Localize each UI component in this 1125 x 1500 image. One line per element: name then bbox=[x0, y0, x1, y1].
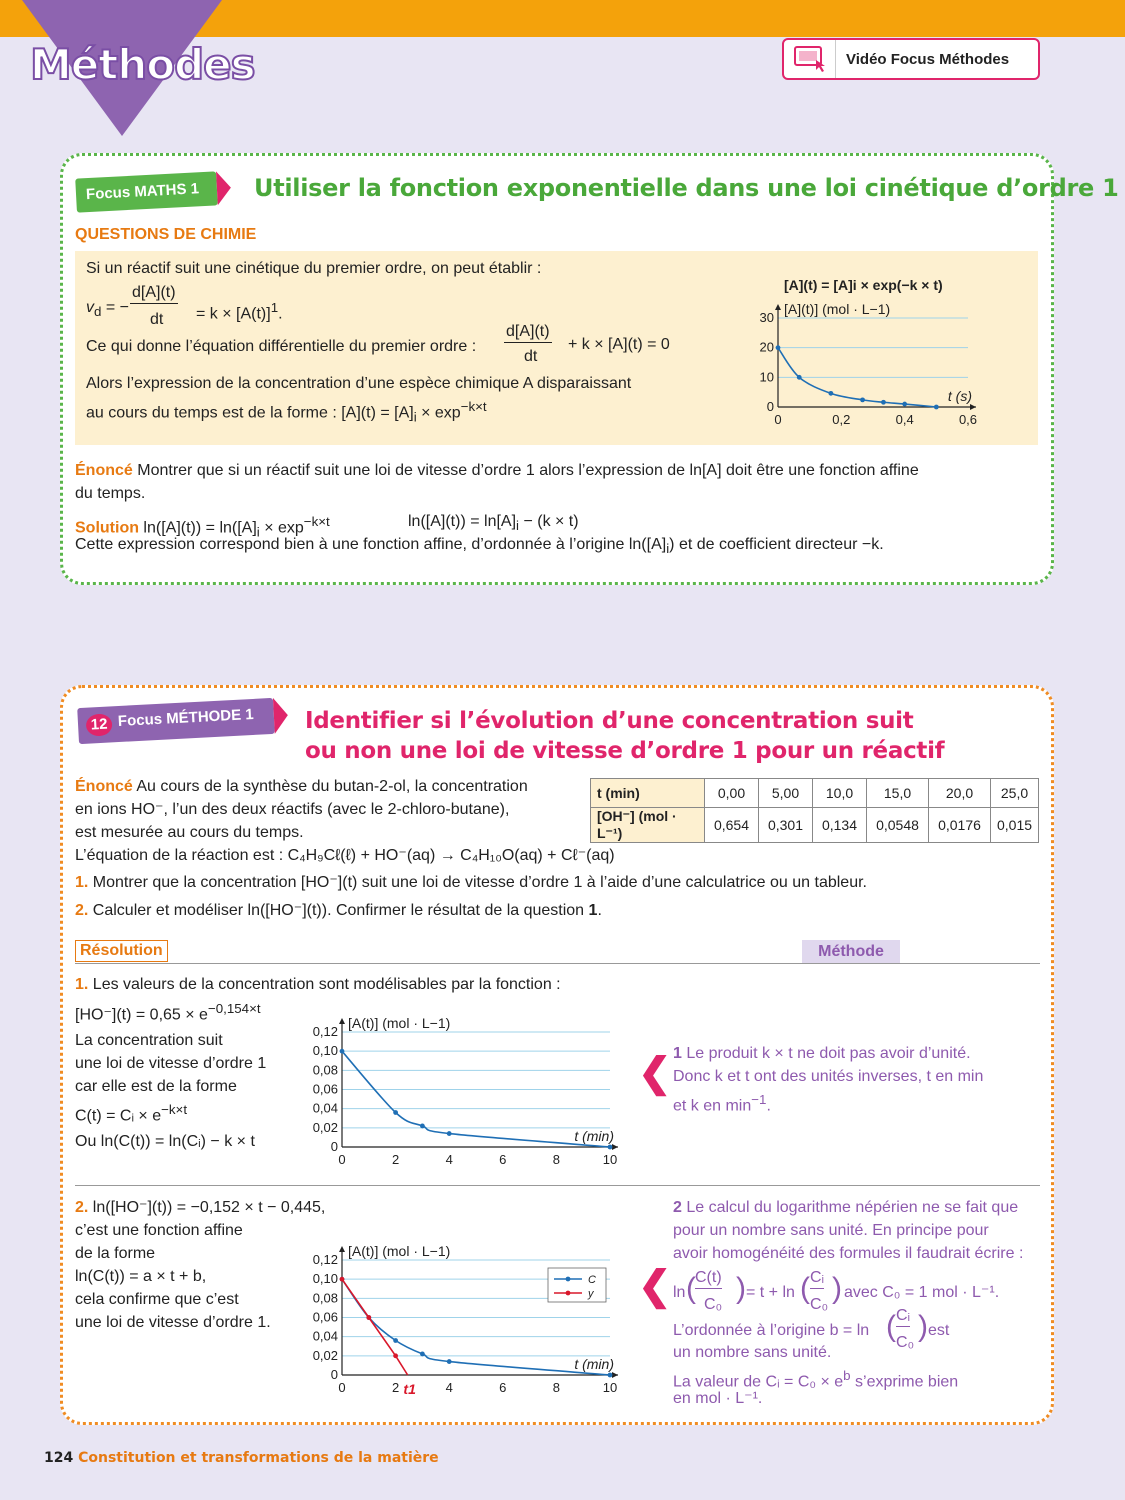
legend-label: C bbox=[588, 1274, 596, 1286]
x-tick-label: 10 bbox=[602, 1152, 618, 1167]
chart-title: [A](t) = [A]i × exp(−k × t) bbox=[784, 277, 943, 293]
table-cell: 20,0 bbox=[929, 779, 991, 808]
resolution-2-text: cela confirme que c’est bbox=[75, 1291, 239, 1308]
data-point bbox=[902, 402, 907, 407]
x-axis-arrow bbox=[970, 404, 976, 410]
method-formula: avec C₀ = 1 mol · L⁻¹. bbox=[844, 1284, 1000, 1301]
enonce-text: du temps. bbox=[75, 485, 146, 502]
y-tick-label: 0 bbox=[766, 399, 774, 414]
resolution-heading: Résolution bbox=[75, 940, 168, 962]
method-note-2: en mol · L⁻¹. bbox=[673, 1390, 763, 1407]
enonce-text: est mesurée au cours du temps. bbox=[75, 824, 304, 841]
data-point bbox=[776, 345, 781, 350]
method-note-2: avoir homogénéité des formules il faudrait écrire : bbox=[673, 1245, 1024, 1262]
divider bbox=[75, 963, 1040, 964]
questions-chimie-heading: QUESTIONS DE CHIMIE bbox=[75, 226, 257, 243]
fraction-num: Cᵢ bbox=[896, 1306, 910, 1327]
enonce-text: Énoncé Montrer que si un réactif suit une loi de vitesse d’ordre 1 alors l’expression de ln[A] doit être une fonction affine bbox=[75, 462, 919, 479]
fraction-den: dt bbox=[524, 348, 538, 365]
paren-left: ( bbox=[686, 1272, 696, 1305]
x-axis-label: t (s) bbox=[947, 388, 972, 404]
x-axis-arrow bbox=[612, 1144, 618, 1150]
solution-text: Cette expression correspond bien à une fonction affine, d’ordonnée à l’origine $\ln([A]_i)$ et de coefficient directeur −k. bbox=[75, 536, 884, 557]
data-point bbox=[934, 405, 939, 410]
concentration-chart bbox=[295, 1010, 640, 1175]
data-point bbox=[420, 1124, 425, 1129]
focus-methode-title: Identifier si l’évolution d’une concentration suit ou non une loi de vitesse d’ordre 1 pour un réactif bbox=[305, 708, 945, 764]
reaction-equation: L’équation de la réaction est : C₄H₉Cℓ(ℓ) + HO⁻(aq) → C₄H₁₀O(aq) + Cℓ⁻(aq) bbox=[75, 847, 615, 864]
data-point bbox=[797, 375, 802, 380]
method-note-1: Donc k et t ont des unités inverses, t en min bbox=[673, 1068, 984, 1085]
x-tick-label: 0,4 bbox=[895, 412, 914, 427]
legend-box bbox=[548, 1268, 606, 1302]
y-axis-arrow bbox=[775, 304, 781, 310]
text-line: Ce qui donne l’équation différentielle du premier ordre : bbox=[86, 338, 477, 355]
footer bbox=[44, 1450, 439, 1466]
chevron-left-icon: ❮ bbox=[638, 1051, 672, 1095]
method-note-2: L’ordonnée à l’origine b = ln bbox=[673, 1322, 870, 1339]
y-tick-label: 0,10 bbox=[312, 1271, 338, 1287]
resolution-2-text: de la forme bbox=[75, 1245, 156, 1262]
data-point bbox=[366, 1315, 371, 1320]
y-tick-label: 0,08 bbox=[312, 1062, 338, 1078]
focus-methode-tag: 12 Focus MÉTHODE 1 bbox=[77, 698, 274, 744]
resolution-2-text: 2. ln([HO⁻](t)) = −0,152 × t − 0,445, bbox=[75, 1199, 326, 1216]
x-tick-label: 4 bbox=[445, 1152, 453, 1167]
tangent-intercept-label: t1 bbox=[403, 1381, 416, 1397]
data-point bbox=[393, 1110, 398, 1115]
legend-marker bbox=[566, 1277, 571, 1282]
data-point bbox=[608, 1145, 613, 1150]
x-tick-label: 8 bbox=[552, 1152, 561, 1167]
resolution-2-text: ln(C(t)) = a × t + b, bbox=[75, 1268, 207, 1285]
x-tick-label: 0,2 bbox=[832, 412, 851, 427]
table-cell: 0,134 bbox=[813, 808, 867, 843]
page-title: Méthodes bbox=[30, 40, 255, 89]
data-point bbox=[447, 1359, 452, 1364]
divider bbox=[75, 1185, 1040, 1186]
resolution-1-text: La concentration suit bbox=[75, 1032, 223, 1049]
data-point bbox=[447, 1131, 452, 1136]
x-tick-label: 0 bbox=[338, 1380, 346, 1395]
fraction-num: d[A](t) bbox=[504, 322, 552, 343]
video-focus-button[interactable] bbox=[782, 38, 1040, 80]
paren-left: ( bbox=[886, 1310, 896, 1343]
fraction-num: C(t) bbox=[695, 1268, 722, 1289]
x-tick-label: 6 bbox=[499, 1152, 507, 1167]
table-header: t (min) bbox=[591, 779, 705, 808]
x-tick-label: 4 bbox=[445, 1380, 453, 1395]
x-tick-label: 6 bbox=[499, 1380, 507, 1395]
y-axis-arrow bbox=[339, 1246, 345, 1252]
data-point bbox=[340, 1277, 345, 1282]
concentration-table bbox=[590, 778, 1039, 843]
fraction-den: dt bbox=[150, 311, 164, 328]
enonce-text: en ions HO⁻, l’un des deux réactifs (avec le 2-chloro-butane), bbox=[75, 801, 510, 818]
table-cell: 25,0 bbox=[991, 779, 1039, 808]
exp-decay-chart bbox=[740, 260, 1030, 440]
data-point bbox=[420, 1352, 425, 1357]
table-header: [OH⁻] (mol · L⁻¹) bbox=[591, 808, 705, 843]
y-axis-label: [A(t)] (mol · L−1) bbox=[348, 1243, 451, 1259]
video-icon bbox=[784, 40, 836, 78]
x-axis-label: t (min) bbox=[574, 1128, 614, 1144]
focus-maths-tag: Focus MATHS 1 bbox=[75, 171, 218, 212]
method-note-2: un nombre sans unité. bbox=[673, 1344, 832, 1361]
data-point bbox=[340, 1049, 345, 1054]
rate-equation-end: = $k \times [A(t)]^1$. bbox=[196, 300, 283, 323]
method-note-2: 2 Le calcul du logarithme népérien ne se fait que bbox=[673, 1199, 1019, 1216]
table-cell: 0,0176 bbox=[929, 808, 991, 843]
table-cell: 5,00 bbox=[759, 779, 813, 808]
table-cell: 0,00 bbox=[705, 779, 759, 808]
table-row bbox=[591, 808, 1039, 843]
x-tick-label: 8 bbox=[552, 1380, 561, 1395]
rate-equation: $v_d$ = − bbox=[86, 299, 130, 320]
y-tick-label: 0,02 bbox=[312, 1347, 338, 1363]
resolution-1-text: car elle est de la forme bbox=[75, 1078, 237, 1095]
method-formula: = t + ln bbox=[746, 1284, 795, 1301]
y-tick-label: 0,08 bbox=[312, 1290, 338, 1306]
y-axis-label: [A(t)] (mol · L−1) bbox=[348, 1015, 451, 1031]
method-note-2: est bbox=[928, 1322, 950, 1339]
x-tick-label: 2 bbox=[391, 1380, 400, 1395]
method-note-1: 1 Le produit k × t ne doit pas avoir d’unité. bbox=[673, 1045, 971, 1062]
paren-right: ) bbox=[832, 1272, 842, 1305]
data-point bbox=[828, 391, 833, 396]
resolution-1-text: une loi de vitesse d’ordre 1 bbox=[75, 1055, 267, 1072]
paren-right: ) bbox=[918, 1310, 928, 1343]
enonce-text: Énoncé Au cours de la synthèse du butan-2-ol, la concentration bbox=[75, 778, 528, 795]
y-axis-label: [A](t)] (mol · L−1) bbox=[784, 301, 891, 317]
x-tick-label: 2 bbox=[391, 1152, 400, 1167]
y-axis-arrow bbox=[339, 1018, 345, 1024]
x-axis-label: t (min) bbox=[574, 1356, 614, 1372]
y-tick-label: 20 bbox=[759, 339, 774, 355]
resolution-1-text: 1. Les valeurs de la concentration sont modélisables par la fonction : bbox=[75, 976, 561, 993]
solution-text: Solution $\ln([A](t)) = \ln([A]_i \times \exp^{-k\times t}$ bbox=[75, 514, 330, 540]
footer-section: Constitution et transformations de la matière bbox=[78, 1450, 439, 1466]
x-tick-label: 0,6 bbox=[958, 412, 978, 427]
paren-left: ( bbox=[800, 1272, 810, 1305]
resolution-1-text: C(t) = Cᵢ × $e^{-k\times t}$ bbox=[75, 1102, 188, 1125]
method-formula: ln bbox=[673, 1284, 686, 1301]
data-point bbox=[860, 397, 865, 402]
fraction-den: C₀ bbox=[704, 1296, 723, 1313]
methode-heading: Méthode bbox=[802, 940, 900, 964]
data-point bbox=[393, 1338, 398, 1343]
method-note-2: pour un nombre sans unité. En principe pour bbox=[673, 1222, 989, 1239]
fraction-num: Cᵢ bbox=[810, 1268, 824, 1289]
series-line-y bbox=[342, 1279, 408, 1375]
diff-equation-end: + k × [A](t) = 0 bbox=[568, 336, 670, 353]
method-number-badge: 12 bbox=[86, 713, 113, 736]
table-cell: 0,301 bbox=[759, 808, 813, 843]
method-note-1: et k en $\min^{-1}$. bbox=[673, 1092, 771, 1115]
x-tick-label: 10 bbox=[602, 1380, 618, 1395]
y-tick-label: 0,06 bbox=[312, 1081, 338, 1097]
data-point bbox=[393, 1353, 398, 1358]
y-tick-label: 10 bbox=[759, 369, 774, 385]
resolution-2-text: c’est une fonction affine bbox=[75, 1222, 243, 1239]
focus-maths-title: Utiliser la fonction exponentielle dans une loi cinétique d’ordre 1 bbox=[254, 174, 1119, 202]
text-line: Si un réactif suit une cinétique du premier ordre, on peut établir : bbox=[86, 260, 542, 277]
data-point bbox=[608, 1373, 613, 1378]
resolution-1-text: $[HO^-](t) = 0,65 \times e^{-0,154\times t}$ bbox=[75, 1001, 261, 1024]
table-cell: 0,654 bbox=[705, 808, 759, 843]
x-tick-label: 0 bbox=[774, 412, 782, 427]
data-point bbox=[881, 400, 886, 405]
y-tick-label: 0 bbox=[330, 1139, 338, 1154]
y-tick-label: 0,02 bbox=[312, 1119, 338, 1135]
y-tick-label: 0,12 bbox=[312, 1024, 338, 1039]
paren-right: ) bbox=[736, 1272, 746, 1305]
text-line: Alors l’expression de la concentration d’une espèce chimique A disparaissant bbox=[86, 375, 632, 392]
question-2: 2. Calculer et modéliser ln([HO⁻](t)). Confirmer le résultat de la question 1. bbox=[75, 902, 602, 919]
solution-text: $\ln([A](t)) = \ln[A]_i - (k \times t)$ bbox=[408, 513, 579, 534]
y-tick-label: 0 bbox=[330, 1367, 338, 1382]
x-tick-label: 0 bbox=[338, 1152, 346, 1167]
table-cell: 15,0 bbox=[867, 779, 929, 808]
legend-marker bbox=[566, 1291, 571, 1296]
resolution-1-text: Ou ln(C(t)) = ln(Cᵢ) − k × t bbox=[75, 1133, 255, 1150]
chevron-left-icon: ❮ bbox=[638, 1264, 672, 1308]
text-line: au cours du temps est de la forme : $[A](t) = [A]_i \times \exp^{-k\times t}$ bbox=[86, 399, 487, 425]
legend-label: y bbox=[588, 1288, 594, 1300]
table-cell: 10,0 bbox=[813, 779, 867, 808]
y-tick-label: 0,12 bbox=[312, 1252, 338, 1267]
series-line-C bbox=[342, 1051, 610, 1147]
method-note-2: La valeur de Cᵢ = $C_0 \times e^b$ s’exprime bien bbox=[673, 1368, 959, 1391]
y-tick-label: 0,10 bbox=[312, 1043, 338, 1059]
y-tick-label: 0,04 bbox=[312, 1328, 338, 1344]
fraction-den: C₀ bbox=[896, 1334, 915, 1351]
y-tick-label: 0,06 bbox=[312, 1309, 338, 1325]
page-number: 124 bbox=[44, 1450, 74, 1466]
fraction-num: d[A](t) bbox=[130, 283, 178, 304]
resolution-2-text: une loi de vitesse d’ordre 1. bbox=[75, 1314, 271, 1331]
fraction-den: C₀ bbox=[810, 1296, 829, 1313]
table-cell: 0,0548 bbox=[867, 808, 929, 843]
x-axis-arrow bbox=[612, 1372, 618, 1378]
video-label: Vidéo Focus Méthodes bbox=[846, 50, 1010, 68]
table-cell: 0,015 bbox=[991, 808, 1039, 843]
tangent-chart bbox=[295, 1238, 640, 1403]
y-tick-label: 0,04 bbox=[312, 1100, 338, 1116]
question-1: 1. Montrer que la concentration [HO⁻](t) suit une loi de vitesse d’ordre 1 à l’aide d’une calculatrice ou un tableur. bbox=[75, 874, 867, 891]
y-tick-label: 30 bbox=[759, 310, 774, 325]
table-row bbox=[591, 779, 1039, 808]
